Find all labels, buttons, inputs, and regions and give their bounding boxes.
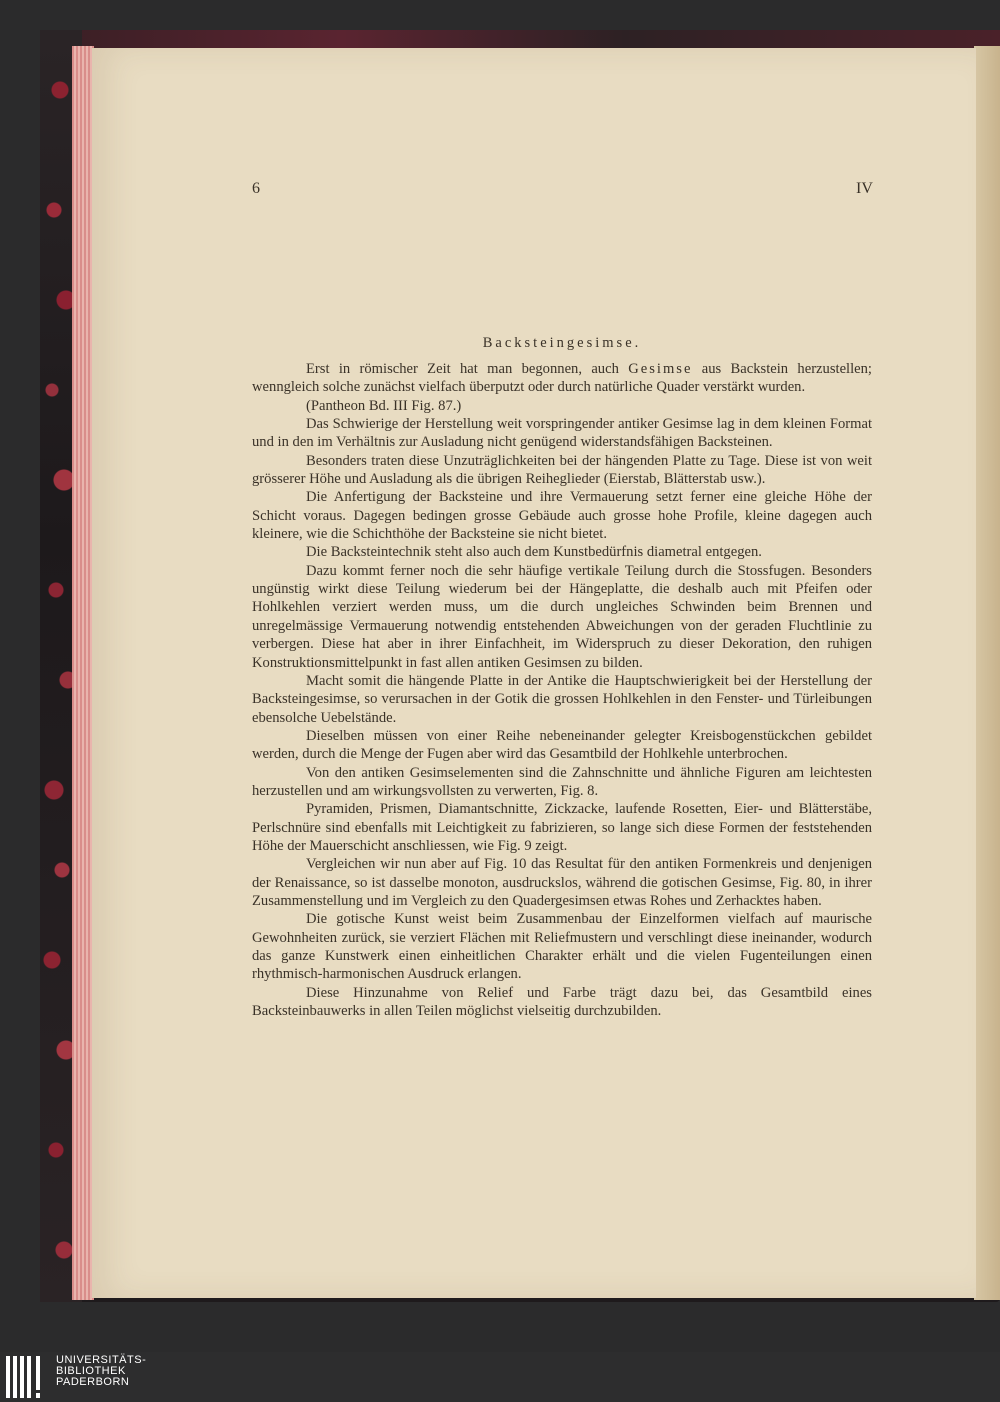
section-heading: Backsteingesimse. [482, 335, 642, 351]
section-number: IV [856, 180, 873, 197]
paragraph: Pyramiden, Prismen, Diamantschnitte, Zickzacke, laufende Rosetten, Eier- und Blätterstäbe, Perlschnüre sind ebenfalls mit Leichtigkeit zu fabrizieren, so lange sich diese Formen der feststehenden Höhe der Mauerschicht anschliessen, wie Fig. 9 zeigt. [252, 801, 872, 854]
library-logo-icon [6, 1356, 48, 1398]
body-text [252, 360, 872, 1020]
text-run: aus Backstein herzustellen; wenngleich solche zunächst vielfach überputzt oder durch natürliche Quader verstärkt wurden. [252, 361, 872, 396]
paragraph: Das Schwierige der Herstellung weit vorspringender antiker Gesimse lag in dem kleinen Format und in den im Verhältnis zur Ausladung nicht genügend widerstandsfähigen Backsteinen. [252, 416, 872, 451]
library-logo-text [56, 1355, 146, 1388]
paragraph: Die Backsteintechnik steht also auch dem Kunstbedürfnis diametral entgegen. [306, 544, 762, 561]
right-page-edge [974, 46, 1000, 1300]
logo-line: BIBLIOTHEK [56, 1365, 126, 1377]
paragraph: Dazu kommt ferner noch die sehr häufige vertikale Teilung durch die Stossfugen. Besonders ungünstig wirkt diese Teilung wiederum bei der Hängeplatte, die deshalb auch mit Pfeifen oder Hohlkehlen verziert werden muss, um die durch ungleiches Schwinden beim Brennen und unregelmässige Vermauerung notwendig entstehenden Abweichungen von der geraden Fluchtlinie zu verbergen. Diese hat aber in ihrer Einfachheit, im Widerspruch zu dieser Dekoration, den ruhigen Konstruktionsmittelpunkt in fast allen antiken Gesimsen zu bilden. [252, 562, 872, 671]
paragraph: Von den antiken Gesimselementen sind die Zahnschnitte und ähnliche Figuren am leichtesten herzustellen und am wirkungsvollsten zu verwerten, Fig. 8. [252, 764, 872, 799]
text-run: Erst in römischer Zeit hat man begonnen, auch [306, 361, 629, 377]
cover-top-edge [60, 30, 1000, 48]
red-page-edge [72, 46, 94, 1300]
paragraph [252, 360, 872, 397]
paragraph: Die Anfertigung der Backsteine und ihre Vermauerung setzt ferner eine gleiche Höhe der Schicht voraus. Dagegen bedingen grosse Gebäude auch grosse hohe Profile, kleine dagegen auch kleinere, wie die Schichthöhe der Backsteine sie nicht bietet. [252, 489, 872, 543]
paragraph: (Pantheon Bd. III Fig. 87.) [306, 397, 462, 414]
paragraph: Diese Hinzunahme von Relief und Farbe trägt dazu bei, das Gesamtbild eines Backsteinbauwerks in allen Teilen möglichst vielseitig durchzubilden. [252, 984, 872, 1020]
paragraph: Besonders traten diese Unzuträglichkeiten bei der hängenden Platte zu Tage. Diese ist von weit grösserer Höhe und Ausladung als die übrigen Reiheglieder (Eierstab, Blätterstab usw.). [252, 452, 872, 488]
paragraph: Macht somit die hängende Platte in der Antike die Hauptschwierigkeit bei der Herstellung der Backsteingesimse, so verursachen in der Gotik die grossen Hohlkehlen in den Fenster- und Türleibungen ebensolche Uebelstände. [252, 672, 872, 726]
paragraph: Dieselben müssen von einer Reihe nebeneinander gelegter Kreisbogenstückchen gebildet werden, durch die Menge der Fugen aber wird das Gesamtbild der Hohlkehle unterbrochen. [252, 727, 872, 763]
page-number: 6 [252, 180, 260, 197]
spaced-term: Gesimse [628, 361, 693, 377]
logo-line: PADERBORN [56, 1376, 130, 1388]
footer-bar [0, 1352, 1000, 1402]
logo-line: UNIVERSITÄTS- [56, 1354, 147, 1366]
paragraph: Vergleichen wir nun aber auf Fig. 10 das Resultat für den antiken Formenkreis und denjenigen der Renaissance, so ist dasselbe monoton, ausdruckslos, während die gotischen Gesimse, Fig. 80, in ihrer Zusammenstellung und im Vergleich zu den Quadergesimsen etwas Rohes und Zerhacktes haben. [252, 856, 872, 909]
paragraph: Die gotische Kunst weist beim Zusammenbau der Einzelformen vielfach auf maurische Gewohnheiten zurück, sie verziert Flächen mit Reliefmustern und verschlingt diese ineinander, wodurch das ganze Kunstwerk einen einheitlichen Charakter erhält und die vielen Fugenteilungen einen rhythmisch-harmonischen Ausdruck erlangen. [252, 911, 872, 983]
